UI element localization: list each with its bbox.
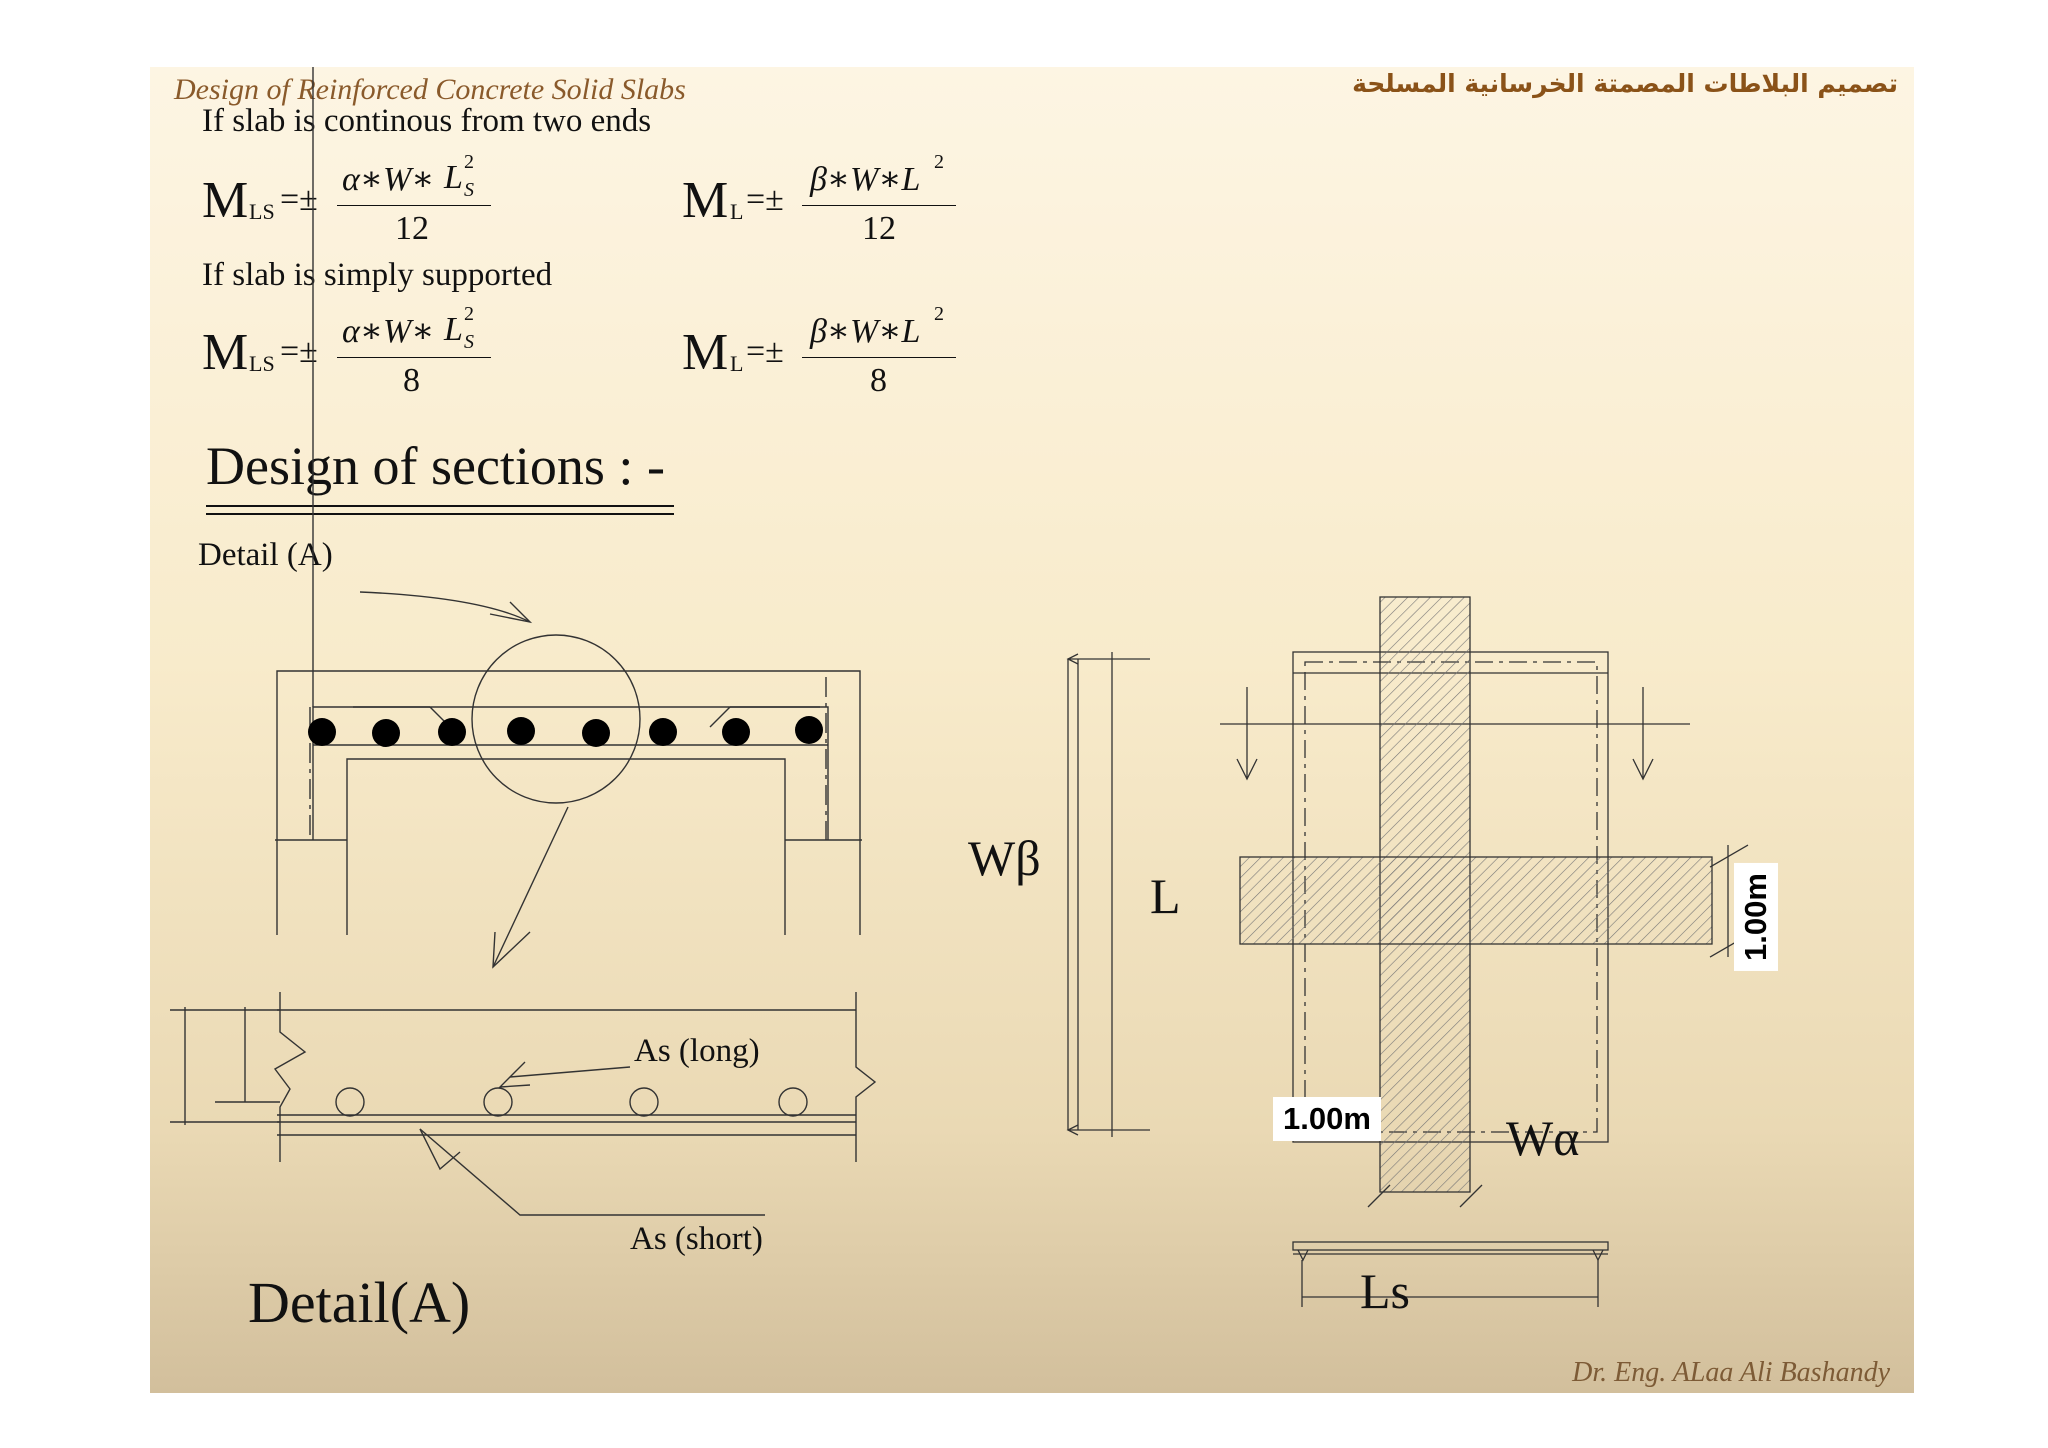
dim-1m-vertical: 1.00m: [1734, 863, 1778, 971]
short-strip-hatched: [1240, 857, 1712, 944]
detail-a-slab: [170, 992, 875, 1215]
eq-mls-simply: M LS =± α∗W∗ L 2 S 8: [202, 311, 502, 411]
slab-section-frame: [275, 67, 862, 935]
wbeta-strip: [1068, 652, 1150, 1137]
slide: [150, 67, 1914, 1393]
ls-beam: [1293, 1242, 1608, 1307]
footer-author: Dr. Eng. ALaa Ali Bashandy: [1572, 1357, 1890, 1388]
eq-ml-simply: M L =± β∗W∗L 2 8: [682, 311, 982, 411]
continuous-caption: If slab is continous from two ends: [202, 103, 652, 139]
design-of-sections-heading: Design of sections : -: [206, 436, 665, 496]
w-alpha-label: Wα: [1506, 1110, 1580, 1166]
header-title-en: Design of Reinforced Concrete Solid Slabs: [174, 73, 686, 106]
eq-ml-continuous: M L =± β∗W∗L 2 12: [682, 159, 982, 259]
simply-supported-caption: If slab is simply supported: [202, 257, 553, 293]
header-title-ar: تصميم البلاطات المصمتة الخرسانية المسلحة: [1352, 69, 1898, 98]
detail-a-label-small: Detail (A): [198, 537, 333, 573]
rebar-dots: [308, 716, 823, 747]
ls-label: Ls: [1360, 1263, 1410, 1319]
detail-a-label-big: Detail(A): [248, 1270, 471, 1335]
dim-1m-horizontal: 1.00m: [1273, 1097, 1381, 1141]
detail-circle: [360, 592, 640, 967]
w-beta-label: Wβ: [968, 830, 1041, 886]
as-long-label: As (long): [634, 1033, 760, 1069]
l-label: L: [1150, 868, 1181, 924]
as-short-label: As (short): [630, 1221, 763, 1257]
eq-mls-continuous: M LS =± α∗W∗ L 2 S 12: [202, 159, 502, 259]
technical-drawing: [150, 67, 1914, 1393]
